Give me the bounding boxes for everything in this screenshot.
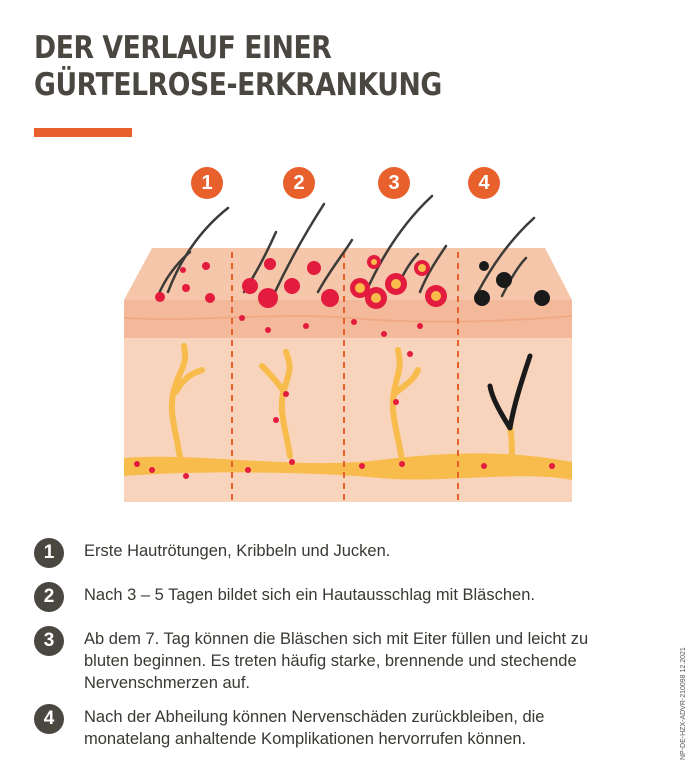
document-reference-footnote: NP-DE-HZX-ADVR-210098 12.2021 <box>680 647 687 760</box>
scab <box>474 290 490 306</box>
title-line-2: GÜRTELROSE-ERKRANKUNG <box>34 67 442 103</box>
step-number-badge: 4 <box>34 704 64 734</box>
blister <box>321 289 339 307</box>
step-number-badge: 3 <box>34 626 64 656</box>
rash-dot <box>273 417 279 423</box>
rash-dot <box>134 461 140 467</box>
blister <box>307 261 321 275</box>
step-description: Nach der Abheilung können Nervenschäden zurückbleiben, die monatelang anhaltende Komplikationen hervorrufen können. <box>84 708 545 748</box>
step-description: Ab dem 7. Tag können die Bläschen sich mit Eiter füllen und leicht zu bluten beginnen. Es treten häufig starke, brennende und stechende Nervenschmerzen auf. <box>84 630 589 692</box>
step-number-badge: 1 <box>34 538 64 568</box>
rash-dot <box>182 284 190 292</box>
rash-dot <box>381 331 387 337</box>
rash-dot <box>183 473 189 479</box>
nerve-branch-4-healthy <box>510 426 512 462</box>
rash-dot <box>239 315 245 321</box>
rash-dot <box>289 459 295 465</box>
title-line-1: DER VERLAUF EINER <box>34 30 332 66</box>
rash-dot <box>417 323 423 329</box>
stage-badge-1: 1 <box>191 167 223 199</box>
blister <box>242 278 258 294</box>
rash-dot <box>265 327 271 333</box>
stage-badge-2: 2 <box>283 167 315 199</box>
rash-dot <box>399 461 405 467</box>
stage-badge-4: 4 <box>468 167 500 199</box>
step-description: Nach 3 – 5 Tagen bildet sich ein Hautausschlag mit Bläschen. <box>84 586 535 604</box>
blister <box>258 288 278 308</box>
rash-dot <box>359 463 365 469</box>
blister <box>284 278 300 294</box>
scab <box>496 272 512 288</box>
step-description: Erste Hautrötungen, Kribbeln und Jucken. <box>84 542 391 560</box>
scab <box>479 261 489 271</box>
rash-dot <box>303 323 309 329</box>
rash-dot <box>393 399 399 405</box>
stage-badge-3: 3 <box>378 167 410 199</box>
step-number-badge: 2 <box>34 582 64 612</box>
rash-dot <box>407 351 413 357</box>
rash-dot <box>245 467 251 473</box>
rash-dot <box>202 262 210 270</box>
blister <box>264 258 276 270</box>
rash-dot <box>205 293 215 303</box>
rash-dot <box>155 292 165 302</box>
rash-dot <box>351 319 357 325</box>
rash-dot <box>481 463 487 469</box>
scab <box>534 290 550 306</box>
rash-dot <box>149 467 155 473</box>
rash-dot <box>549 463 555 469</box>
rash-dot <box>283 391 289 397</box>
rash-dot <box>180 267 186 273</box>
